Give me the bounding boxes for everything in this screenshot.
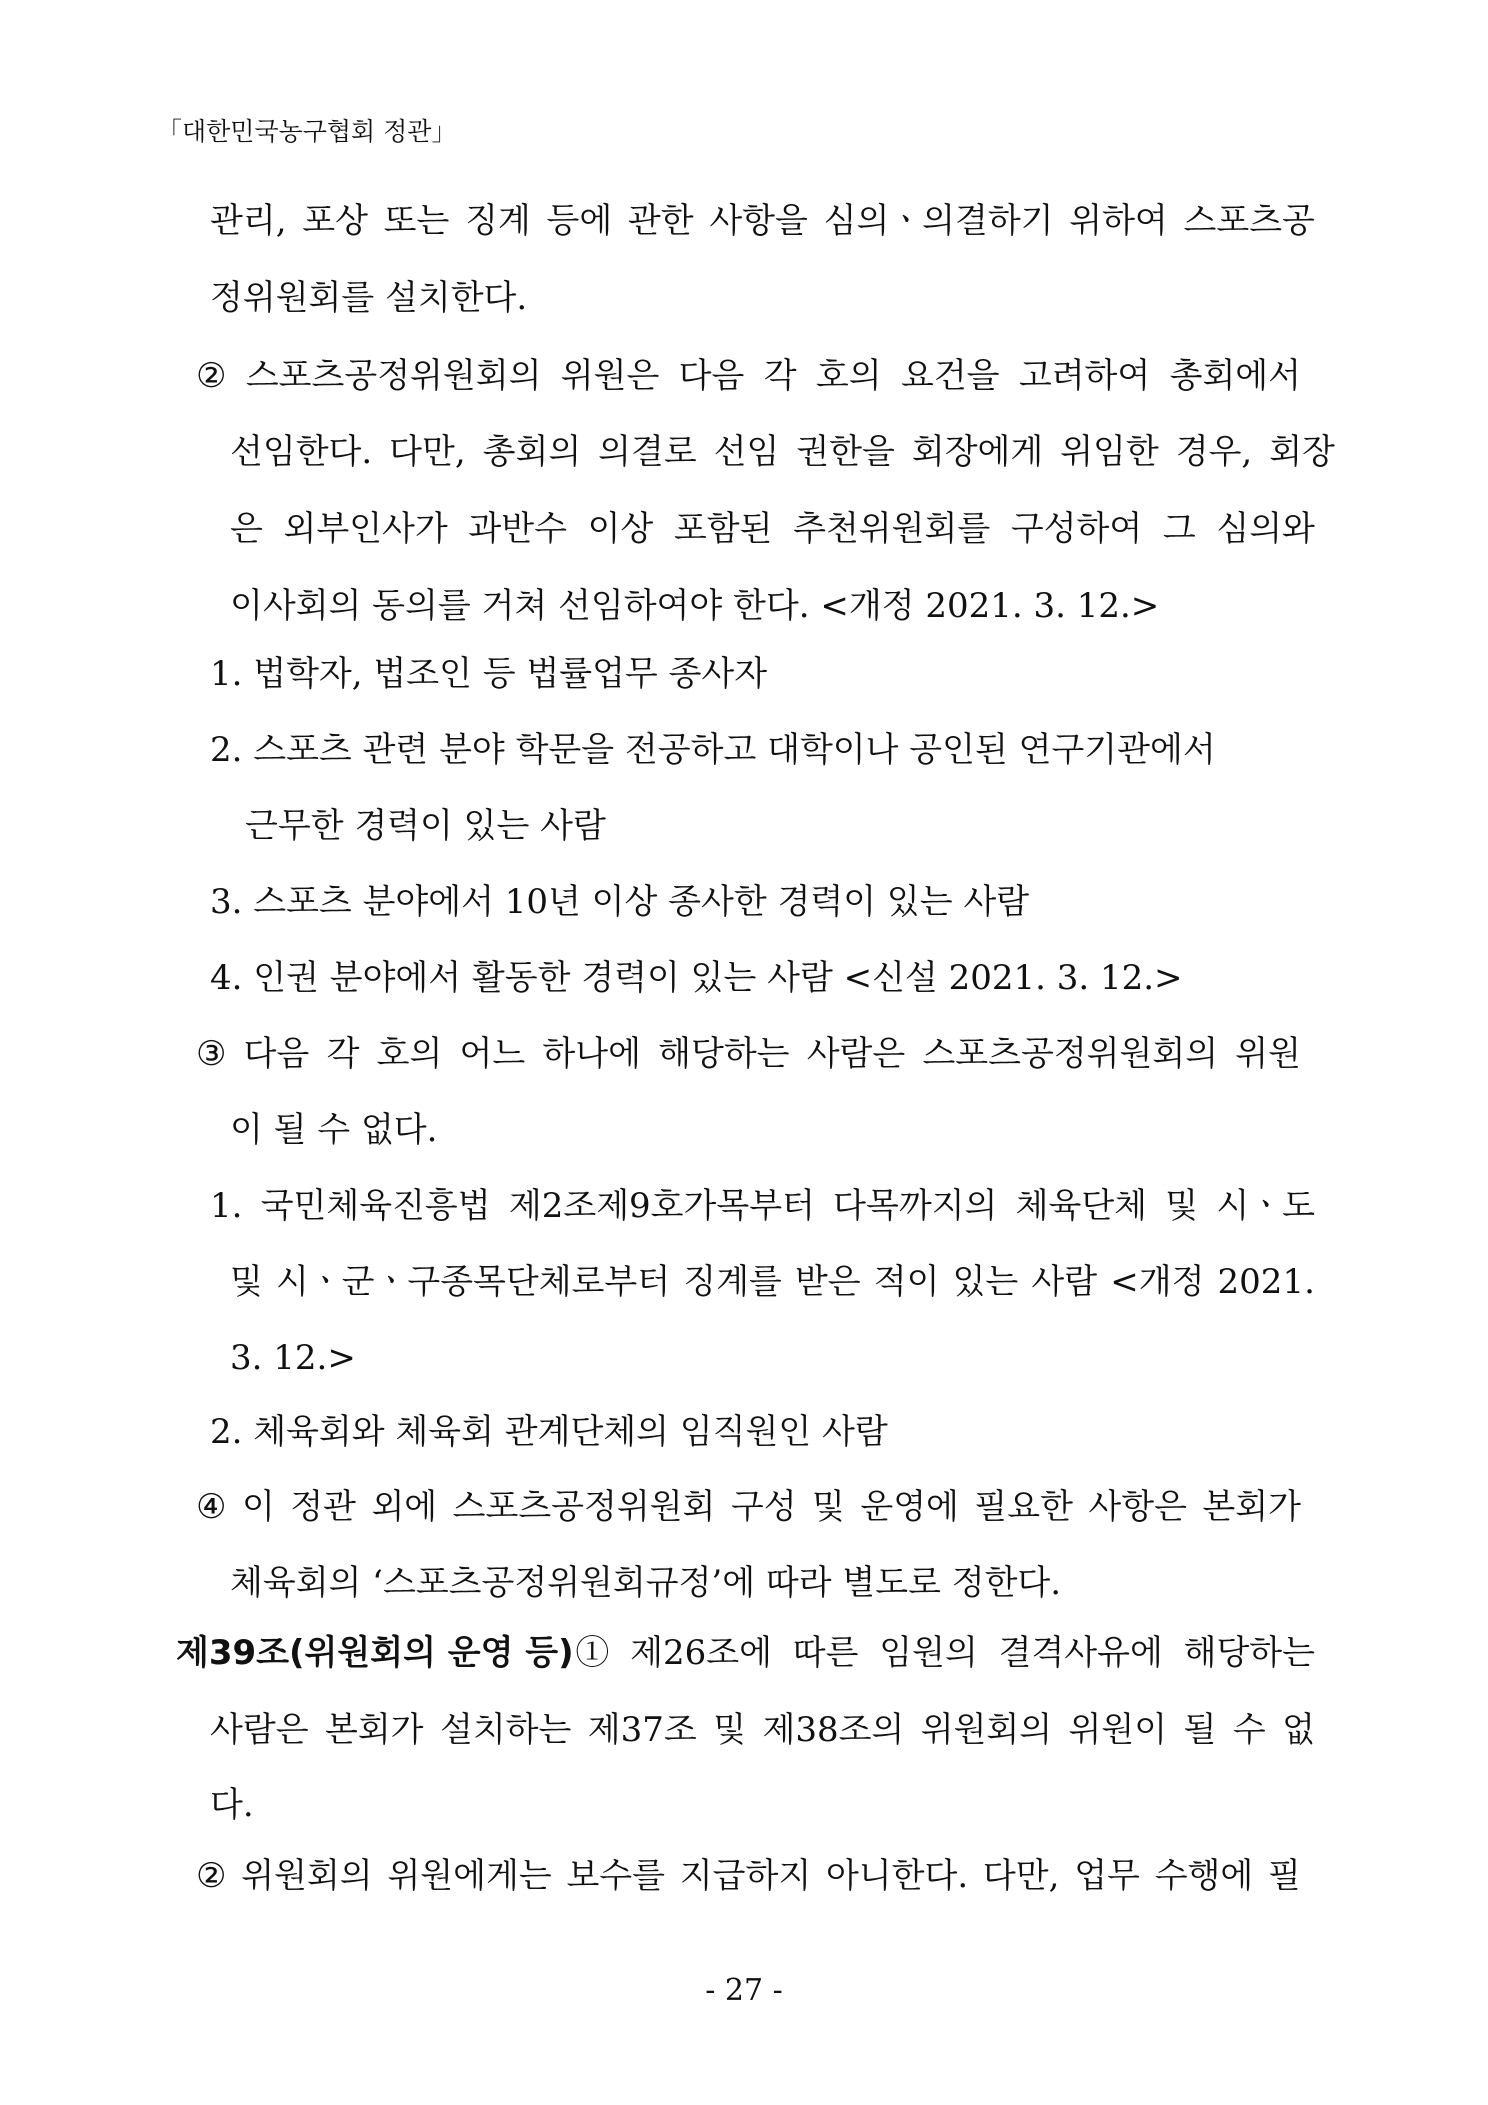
word: 포함된 — [673, 509, 773, 549]
word: 하나에 — [542, 1034, 641, 1074]
word: 다만, — [982, 1856, 1060, 1896]
body-line: 체육회의 ‘스포츠공정위원회규정’에 따라 별도로 정한다. — [230, 1563, 1062, 1603]
word: 해당하는 — [658, 1034, 790, 1074]
word: 사항을 — [709, 201, 808, 241]
word: 시ㆍ군ㆍ구종목단체로부터 — [275, 1262, 671, 1302]
body-line — [210, 1710, 1315, 1750]
word: 외부인사가 — [283, 509, 448, 549]
word: 선임한다. — [230, 432, 373, 472]
word: 총회에서 — [1169, 356, 1301, 396]
word: 위원에게는 — [387, 1856, 552, 1896]
word: 회장에게 — [911, 432, 1044, 472]
word: ② — [196, 356, 227, 396]
body-line: 이 될 수 없다. — [230, 1110, 438, 1150]
word: 호의 — [815, 356, 882, 396]
word: 관한 — [627, 201, 694, 241]
word: 위원이 — [1068, 1710, 1168, 1750]
list-item: 3. 스포츠 분야에서 10년 이상 종사한 경력이 있는 사람 — [210, 882, 1030, 922]
body-line — [196, 1487, 1301, 1527]
word: 다음 — [678, 356, 745, 396]
list-item — [210, 1186, 1315, 1226]
word: 이 — [241, 1487, 275, 1527]
word: 정관 — [290, 1487, 356, 1527]
word: 및 — [812, 1487, 845, 1527]
article-first-line — [176, 1633, 1315, 1673]
page-number: - 27 - — [705, 1973, 783, 2008]
list-item: 1. 법학자, 법조인 등 법률업무 종사자 — [210, 654, 768, 694]
word: 본회가 — [1202, 1487, 1301, 1527]
word: 제38조의 — [762, 1710, 905, 1750]
word: 포상 — [302, 201, 368, 241]
word: 징계를 — [683, 1262, 782, 1302]
article-paragraph-start: ① 제26조에 따른 임원의 결격사유에 해당하는 — [575, 1633, 1315, 1673]
document-header: 「대한민국농구협회 정관」 — [157, 117, 457, 146]
word: 아니한다. — [825, 1856, 969, 1896]
word: 및 — [230, 1262, 263, 1302]
word: 국민체육진흥법 — [260, 1186, 491, 1226]
word: 위원회의 — [241, 1856, 373, 1896]
word: 요건을 — [900, 356, 1000, 396]
body-line — [210, 201, 1315, 241]
word: 운영에 — [860, 1487, 959, 1527]
word: 시ㆍ도 — [1216, 1186, 1315, 1226]
word: 고려하여 — [1018, 356, 1151, 396]
word: 받은 — [794, 1262, 861, 1302]
list-item-continuation: 3. 12.> — [230, 1338, 356, 1378]
word: 등에 — [546, 201, 613, 241]
word: 또는 — [383, 201, 450, 241]
word: 위하여 — [1069, 201, 1168, 241]
word: 권한을 — [796, 432, 895, 472]
body-line — [196, 1034, 1301, 1074]
word: 업무 — [1074, 1856, 1140, 1896]
body-line — [230, 509, 1315, 549]
body-line: 이사회의 동의를 거쳐 선임하여야 한다. <개정 2021. 3. 12.> — [230, 586, 1160, 626]
word: 있는 — [952, 1262, 1019, 1302]
list-item-continuation: 근무한 경력이 있는 사람 — [245, 806, 606, 846]
word: 다만, — [389, 432, 466, 472]
word: 구성하여 — [1010, 509, 1143, 549]
word: 제37조 — [587, 1710, 697, 1750]
word: 필요한 — [974, 1487, 1073, 1527]
word: 제2조제9호가목부터 — [508, 1186, 815, 1226]
word: 각 — [326, 1034, 360, 1074]
word: 적이 — [873, 1262, 940, 1302]
word: 수행에 — [1154, 1856, 1254, 1896]
word: 각 — [763, 356, 797, 396]
word: 스포츠공 — [1183, 201, 1315, 241]
list-item: 4. 인권 분야에서 활동한 경력이 있는 사람 <신설 2021. 3. 12.> — [210, 958, 1183, 998]
word: 및 — [1165, 1186, 1199, 1226]
word: 위원은 — [560, 356, 660, 396]
word: 체육단체 — [1015, 1186, 1148, 1226]
word: <개정 — [1110, 1262, 1205, 1302]
word: 스포츠공정위원회의 — [245, 356, 542, 396]
word: 관리, — [210, 201, 287, 241]
body-line — [196, 356, 1301, 396]
word: ③ — [196, 1034, 227, 1074]
word: 어느 — [459, 1034, 526, 1074]
word: 은 — [230, 509, 263, 549]
word: 2021. — [1217, 1262, 1315, 1302]
word: 구성 — [730, 1487, 797, 1527]
word: 지급하지 — [679, 1856, 812, 1896]
word: 과반수 — [468, 509, 567, 549]
word: 위원 — [1235, 1034, 1301, 1074]
word: 총회의 — [482, 432, 582, 472]
list-item: 2. 스포츠 관련 분야 학문을 전공하고 대학이나 공인된 연구기관에서 — [210, 730, 1216, 770]
article-title: 제39조(위원회의 운영 등) — [176, 1633, 574, 1673]
body-line — [196, 1856, 1301, 1896]
word: 없 — [1282, 1710, 1315, 1750]
word: 회장 — [1269, 432, 1335, 472]
word: 위원회의 — [920, 1710, 1053, 1750]
word: 선임 — [713, 432, 780, 472]
word: 및 — [713, 1710, 747, 1750]
word: 사람은 — [806, 1034, 906, 1074]
list-item: 2. 체육회와 체육회 관계단체의 임직원인 사람 — [210, 1412, 888, 1452]
word: 본회가 — [324, 1710, 424, 1750]
word: 징계 — [465, 201, 531, 241]
word: 스포츠공정위원회 — [452, 1487, 716, 1527]
word: 다목까지의 — [833, 1186, 998, 1226]
body-line: 다. — [210, 1785, 254, 1825]
word: 추천위원회를 — [793, 509, 991, 549]
word: 사항은 — [1088, 1487, 1187, 1527]
word: 사람은 — [210, 1710, 309, 1750]
word: 필 — [1268, 1856, 1301, 1896]
word: ④ — [196, 1487, 227, 1527]
word: 될 — [1183, 1710, 1217, 1750]
word: 1. — [210, 1186, 243, 1226]
word: 의결로 — [598, 432, 697, 472]
word: 호의 — [376, 1034, 443, 1074]
word: 사람 — [1031, 1262, 1098, 1302]
word: 외에 — [371, 1487, 438, 1527]
word: 이상 — [587, 509, 654, 549]
word: 설치하는 — [439, 1710, 572, 1750]
word: 보수를 — [566, 1856, 665, 1896]
word: 경우, — [1175, 432, 1253, 472]
list-item-continuation — [230, 1262, 1315, 1302]
word: 심의와 — [1216, 509, 1315, 549]
word: 심의ㆍ의결하기 — [823, 201, 1054, 241]
word: 스포츠공정위원회의 — [922, 1034, 1219, 1074]
word: 위임한 — [1060, 432, 1159, 472]
word: 다음 — [243, 1034, 310, 1074]
word: 수 — [1232, 1710, 1266, 1750]
body-line: 정위원회를 설치한다. — [210, 278, 528, 318]
body-line — [230, 432, 1335, 472]
word: 그 — [1162, 509, 1196, 549]
word: ② — [196, 1856, 227, 1896]
